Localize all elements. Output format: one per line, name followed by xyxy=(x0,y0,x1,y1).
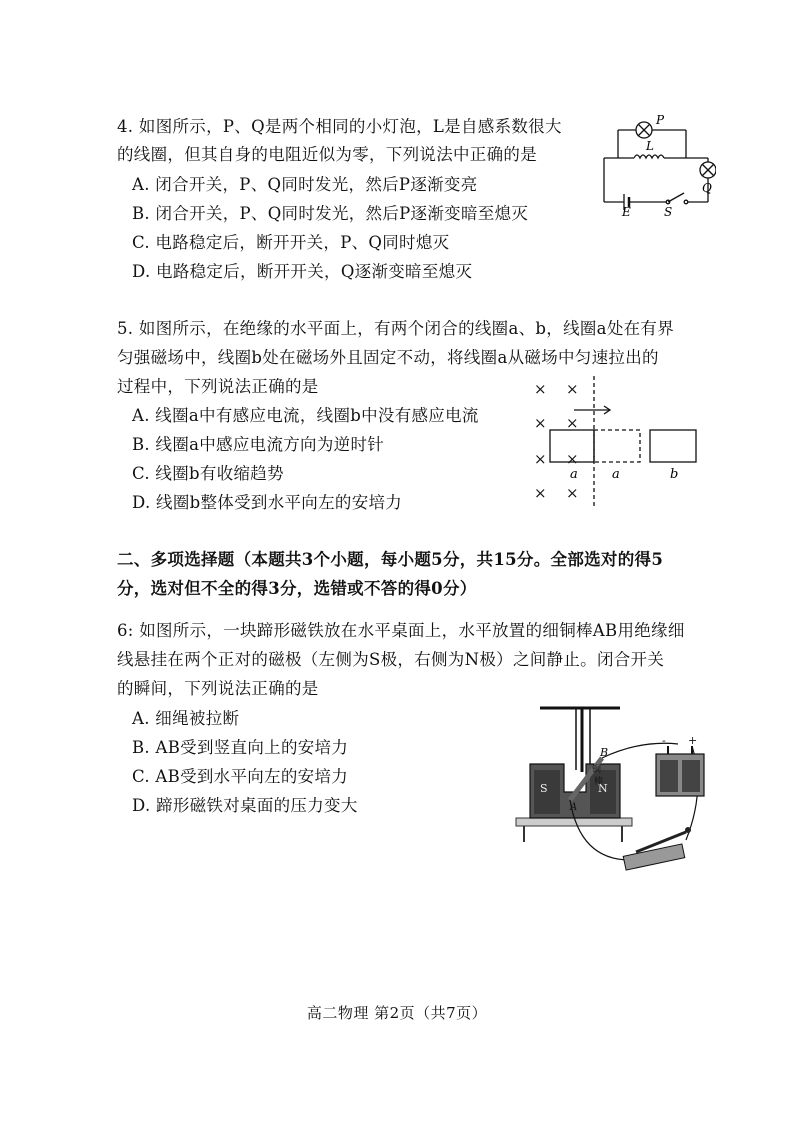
q4-option-a: A. 闭合开关，P、Q同时发光，然后P逐渐变亮 xyxy=(132,175,478,194)
q5-label-b: b xyxy=(670,467,679,482)
q6-rod-text-1: 铜 xyxy=(592,765,602,775)
q6-rod-text-2: 棒 xyxy=(594,777,604,787)
field-cross: × xyxy=(534,414,547,432)
field-cross: × xyxy=(566,380,579,398)
q4-circuit-diagram xyxy=(596,112,716,218)
q6-magnet-n-label: N xyxy=(598,782,608,795)
q5-magnetic-field-diagram xyxy=(528,372,708,506)
q6-rod-label-b: B xyxy=(600,746,609,759)
field-cross: × xyxy=(566,484,579,502)
field-cross: × xyxy=(534,484,547,502)
q5-label-a-dashed: a xyxy=(612,467,620,482)
q6-option-b: B. AB受到竖直向上的安培力 xyxy=(132,738,349,757)
q5-stem-line-3: 过程中，下列说法正确的是 xyxy=(117,377,319,396)
q4-stem-line-1: 4. 如图所示，P、Q是两个相同的小灯泡，L是自感系数很大 xyxy=(117,117,562,136)
q4-label-q: Q xyxy=(702,181,712,195)
q4-option-b: B. 闭合开关，P、Q同时发光，然后P逐渐变暗至熄灭 xyxy=(132,204,529,223)
q5-option-d: D. 线圈b整体受到水平向左的安培力 xyxy=(132,493,403,512)
q4-label-l: L xyxy=(646,139,654,153)
q6-option-a: A. 细绳被拉断 xyxy=(132,709,240,728)
q4-label-e: E xyxy=(622,205,631,218)
section-2-title-line-2: 分，选对但不全的得3分，选错或不答的得0分） xyxy=(117,579,477,598)
field-cross: × xyxy=(534,450,547,468)
q6-battery-minus: - xyxy=(662,734,666,747)
q6-option-d: D. 蹄形磁铁对桌面的压力变大 xyxy=(132,796,358,815)
field-cross: × xyxy=(566,414,579,432)
q5-stem-line-1: 5. 如图所示，在绝缘的水平面上，有两个闭合的线圈a、b，线圈a处在有界 xyxy=(117,319,675,338)
q6-magnet-s-label: S xyxy=(540,782,548,795)
q5-option-b: B. 线圈a中感应电流方向为逆时针 xyxy=(132,435,385,454)
q4-stem-line-2: 的线圈，但其自身的电阻近似为零，下列说法中正确的是 xyxy=(117,145,537,164)
q6-stem-line-1: 6: 如图所示，一块蹄形磁铁放在水平桌面上，水平放置的细铜棒AB用绝缘细 xyxy=(117,621,685,640)
q5-option-c: C. 线圈b有收缩趋势 xyxy=(132,464,284,483)
q4-option-c: C. 电路稳定后，断开开关，P、Q同时熄灭 xyxy=(132,233,450,252)
q6-rod-label-a: A xyxy=(570,802,578,813)
q6-horseshoe-magnet-apparatus xyxy=(510,700,720,880)
page-footer: 高二物理 第2页（共7页） xyxy=(306,1004,488,1022)
section-2-title-line-1: 二、多项选择题（本题共3个小题，每小题5分，共15分。全部选对的得5 xyxy=(117,550,664,569)
q6-stem-line-2: 线悬挂在两个正对的磁极（左侧为S极，右侧为N极）之间静止。闭合开关 xyxy=(117,650,665,669)
q6-option-c: C. AB受到水平向左的安培力 xyxy=(132,767,349,786)
field-cross: × xyxy=(566,450,579,468)
q4-label-s: S xyxy=(664,205,673,218)
q4-option-d: D. 电路稳定后，断开开关，Q逐渐变暗至熄灭 xyxy=(132,262,473,281)
q4-label-p: P xyxy=(656,113,665,127)
q5-label-a-solid: a xyxy=(570,467,578,482)
q5-option-a: A. 线圈a中有感应电流，线圈b中没有感应电流 xyxy=(132,406,479,425)
q6-battery-plus: + xyxy=(688,734,698,747)
field-cross: × xyxy=(534,380,547,398)
q6-stem-line-3: 的瞬间，下列说法正确的是 xyxy=(117,679,319,698)
q5-stem-line-2: 匀强磁场中，线圈b处在磁场外且固定不动，将线圈a从磁场中匀速拉出的 xyxy=(117,348,659,367)
